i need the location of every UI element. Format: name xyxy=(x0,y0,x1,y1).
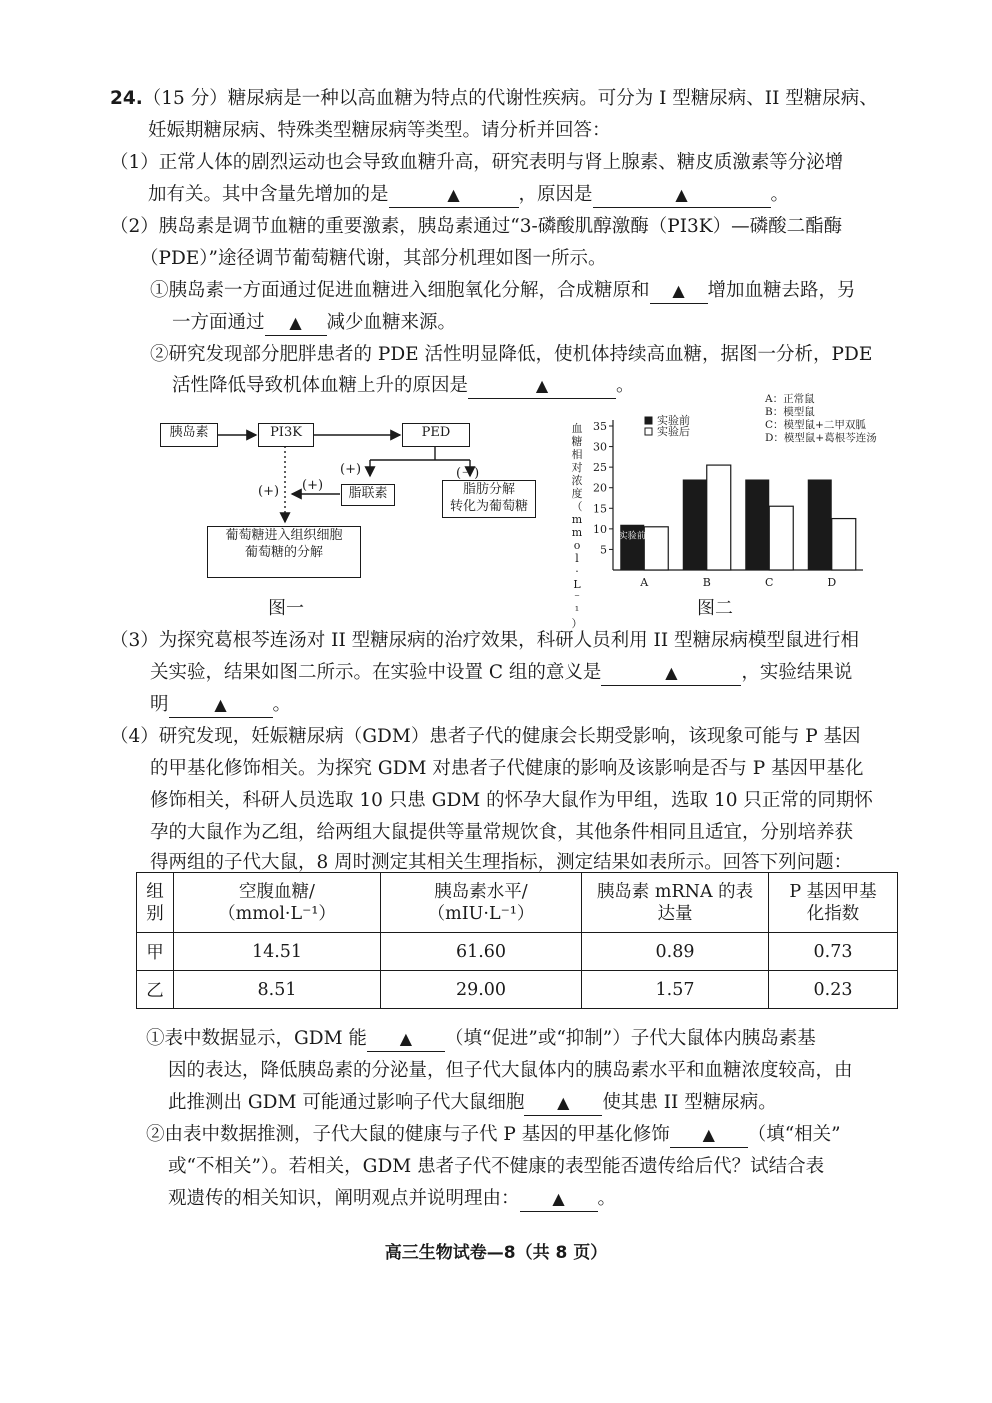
figure-one-diagram xyxy=(160,418,580,618)
part-4-1-line2: 因的表达，降低胰岛素的分泌量，但子代大鼠体内的胰岛素水平和血糖浓度较高，由 xyxy=(168,1060,853,1081)
table-header: P 基因甲基 化指数 xyxy=(769,873,898,933)
y-axis-label-char: L xyxy=(573,578,581,591)
part-4-2-line1: ②由表中数据推测，子代大鼠的健康与子代 P 基因的甲基化修饰 ▲ （填“相关” xyxy=(146,1120,841,1150)
adiponectin-box: 脂联素 xyxy=(341,484,395,506)
answer-blank-4-3[interactable]: ▲ xyxy=(670,1123,748,1148)
page-footer: 高三生物试卷—8（共 8 页） xyxy=(384,1243,608,1263)
answer-blank-1-1[interactable]: ▲ xyxy=(389,183,519,208)
fat-convert-box: 脂肪分解 转化为葡萄糖 xyxy=(442,480,536,518)
y-axis-label-char: 浓 xyxy=(571,474,583,487)
table-header: 胰岛素 mRNA 的表 达量 xyxy=(582,873,769,933)
category-label: B xyxy=(702,576,711,589)
part-4-1-line3: 此推测出 GDM 可能通过影响子代大鼠细胞 ▲ 使其患 II 型糖尿病。 xyxy=(168,1088,777,1118)
y-axis-label-char: m xyxy=(571,513,583,526)
category-label: D xyxy=(827,576,837,589)
ped-box: PED xyxy=(402,423,470,447)
table-cell: 0.23 xyxy=(769,971,898,1009)
table-cell: 甲 xyxy=(137,933,174,971)
part-2-line2: （PDE）”途径调节葡萄糖代谢，其部分机理如图一所示。 xyxy=(140,248,607,269)
table-row xyxy=(137,971,898,1009)
part-3-line2: 关实验，结果如图二所示。在实验中设置 C 组的意义是 ▲ ，实验结果说 xyxy=(150,658,852,688)
bar-after xyxy=(707,465,731,570)
y-tick-label: 25 xyxy=(593,461,607,475)
table-row xyxy=(137,933,898,971)
figure-two-caption: 图二 xyxy=(697,598,733,619)
table-header: 空腹血糖/ （mmol·L⁻¹） xyxy=(174,873,381,933)
figure-one-caption: 图一 xyxy=(268,598,304,619)
table-header-row xyxy=(137,873,898,933)
part-2-2-line2: 活性降低导致机体血糖上升的原因是 ▲ 。 xyxy=(172,371,635,401)
figure-one-arrows xyxy=(160,418,580,618)
answer-blank-2-2[interactable]: ▲ xyxy=(265,311,327,336)
part-2-2-line1: ②研究发现部分肥胖患者的 PDE 活性明显降低，使机体持续高血糖，据图一分析，PDE xyxy=(150,344,873,365)
table-cell: 1.57 xyxy=(582,971,769,1009)
part-4-line3: 修饰相关，科研人员选取 10 只患 GDM 的怀孕大鼠作为甲组，选取 10 只正常的同期怀 xyxy=(150,790,873,811)
legend-swatch-before xyxy=(645,417,652,424)
part-4-line4: 孕的大鼠作为乙组，给两组大鼠提供等量常规饮食，其他条件相同且适宜，分别培养获 xyxy=(150,822,854,843)
part-2-1-line2: 一方面通过 ▲ 减少血糖来源。 xyxy=(172,308,456,338)
part-4-line2: 的甲基化修饰相关。为探究 GDM 对患者子代健康的影响及该影响是否与 P 基因甲基化 xyxy=(150,758,864,779)
y-axis-label-char: o xyxy=(573,539,581,552)
y-tick-label: 10 xyxy=(593,522,607,536)
part-4-2-line3: 观遗传的相关知识，阐明观点并说明理由： ▲ 。 xyxy=(168,1184,616,1214)
legend-group-label: C：模型鼠+二甲双胍 xyxy=(765,419,866,431)
bar-before xyxy=(808,479,832,570)
part-3-line3: 明 ▲ 。 xyxy=(150,690,291,720)
bar-after xyxy=(769,506,793,570)
y-axis-label-char: l xyxy=(575,552,579,565)
answer-blank-3-2[interactable]: ▲ xyxy=(169,693,273,718)
results-table xyxy=(136,872,898,1009)
plus-label-1: (+) xyxy=(340,462,362,477)
part-4-1-line1: ①表中数据显示，GDM 能 ▲ （填“促进”或“抑制”）子代大鼠体内胰岛素基 xyxy=(146,1024,816,1054)
legend-group-label: A：正常鼠 xyxy=(765,393,815,405)
y-axis-label-char: 对 xyxy=(571,461,583,474)
y-axis-label-char: m xyxy=(571,526,583,539)
part-1-text: （1）正常人体的剧烈运动也会导致血糖升高，研究表明与肾上腺素、糖皮质激素等分泌增 xyxy=(110,152,844,173)
legend-group-label: D：模型鼠+葛根芩连汤 xyxy=(765,432,877,444)
table-header: 胰岛素水平/ （mIU·L⁻¹） xyxy=(381,873,582,933)
answer-blank-3-1[interactable]: ▲ xyxy=(601,661,741,686)
y-axis-label-char: ¹ xyxy=(574,604,580,617)
insulin-box: 胰岛素 xyxy=(160,423,218,447)
answer-blank-1-2[interactable]: ▲ xyxy=(593,183,771,208)
part-4-2-line2: 或“不相关”）。若相关，GDM 患者子代不健康的表型能否遗传给后代？试结合表 xyxy=(168,1156,825,1177)
bar-before xyxy=(683,479,707,570)
legend-group-label: B：模型鼠 xyxy=(765,406,815,418)
y-tick-label: 5 xyxy=(600,543,607,557)
table-cell: 0.89 xyxy=(582,933,769,971)
y-axis-label-char: · xyxy=(575,565,579,578)
y-tick-label: 20 xyxy=(593,481,607,495)
table-cell: 8.51 xyxy=(174,971,381,1009)
minus-label: (－) xyxy=(456,466,480,481)
answer-blank-4-4[interactable]: ▲ xyxy=(520,1187,598,1212)
y-tick-label: 30 xyxy=(593,440,607,454)
part-2-text: （2）胰岛素是调节血糖的重要激素，胰岛素通过“3-磷酸肌醇激酶（PI3K）—磷酸二酯酶 xyxy=(110,216,843,237)
part-1-line2: 加有关。其中含量先增加的是 ▲ ，原因是 ▲ 。 xyxy=(148,180,789,210)
part-3-text: （3）为探究葛根芩连汤对 II 型糖尿病的治疗效果，科研人员利用 II 型糖尿病模型鼠进行相 xyxy=(110,630,860,651)
y-axis-label-char: 血 xyxy=(571,422,583,435)
bar-before xyxy=(745,479,769,570)
answer-blank-2-3[interactable]: ▲ xyxy=(468,374,616,399)
y-tick-label: 15 xyxy=(593,502,607,516)
table-cell: 61.60 xyxy=(381,933,582,971)
pi3k-box: PI3K xyxy=(258,423,314,447)
bar-a-label: 实验前 xyxy=(618,531,646,542)
question-number: 24. xyxy=(110,88,143,109)
part-4-text: （4）研究发现，妊娠糖尿病（GDM）患者子代的健康会长期受影响，该现象可能与 P 基因 xyxy=(110,726,861,747)
table-cell: 29.00 xyxy=(381,971,582,1009)
y-axis-label-char: 相 xyxy=(571,448,583,461)
legend-swatch-after xyxy=(645,428,652,435)
y-axis-label-char: ⁻ xyxy=(574,591,580,604)
y-tick-label: 35 xyxy=(593,420,607,433)
category-label: A xyxy=(640,576,649,589)
y-axis-label-char: 糖 xyxy=(571,435,583,448)
glucose-box: 葡萄糖进入组织细胞 葡萄糖的分解 xyxy=(207,526,361,578)
y-axis-label-char: （ xyxy=(571,500,583,513)
table-cell: 0.73 xyxy=(769,933,898,971)
y-axis-label-char: 度 xyxy=(571,487,583,500)
y-axis-label-char: ） xyxy=(571,617,583,630)
answer-blank-2-1[interactable]: ▲ xyxy=(650,279,708,304)
table-cell: 14.51 xyxy=(174,933,381,971)
legend-series-label: 实验后 xyxy=(657,425,690,438)
legend-series-label: 实验前 xyxy=(657,414,690,427)
answer-blank-4-2[interactable]: ▲ xyxy=(524,1091,602,1116)
question-24-intro-cont: 妊娠期糖尿病、特殊类型糖尿病等类型。请分析并回答： xyxy=(148,120,611,141)
table-header: 组 别 xyxy=(137,873,174,933)
bar-after xyxy=(644,527,668,570)
question-24-intro: 24.（15 分）糖尿病是一种以高血糖为特点的代谢性疾病。可分为 I 型糖尿病、II 型糖尿病、 xyxy=(110,88,878,109)
table-cell: 乙 xyxy=(137,971,174,1009)
plus-label-2: (+) xyxy=(302,478,324,493)
answer-blank-4-1[interactable]: ▲ xyxy=(367,1027,445,1052)
plus-label-3: (+) xyxy=(258,484,280,499)
part-2-1-line1: ①胰岛素一方面通过促进血糖进入细胞氧化分解，合成糖原和 ▲ 增加血糖去路，另 xyxy=(150,276,856,306)
part-4-line5: 得两组的子代大鼠，8 周时测定其相关生理指标，测定结果如表所示。回答下列问题： xyxy=(150,852,853,873)
bar-after xyxy=(832,519,856,570)
category-label: C xyxy=(765,576,774,589)
